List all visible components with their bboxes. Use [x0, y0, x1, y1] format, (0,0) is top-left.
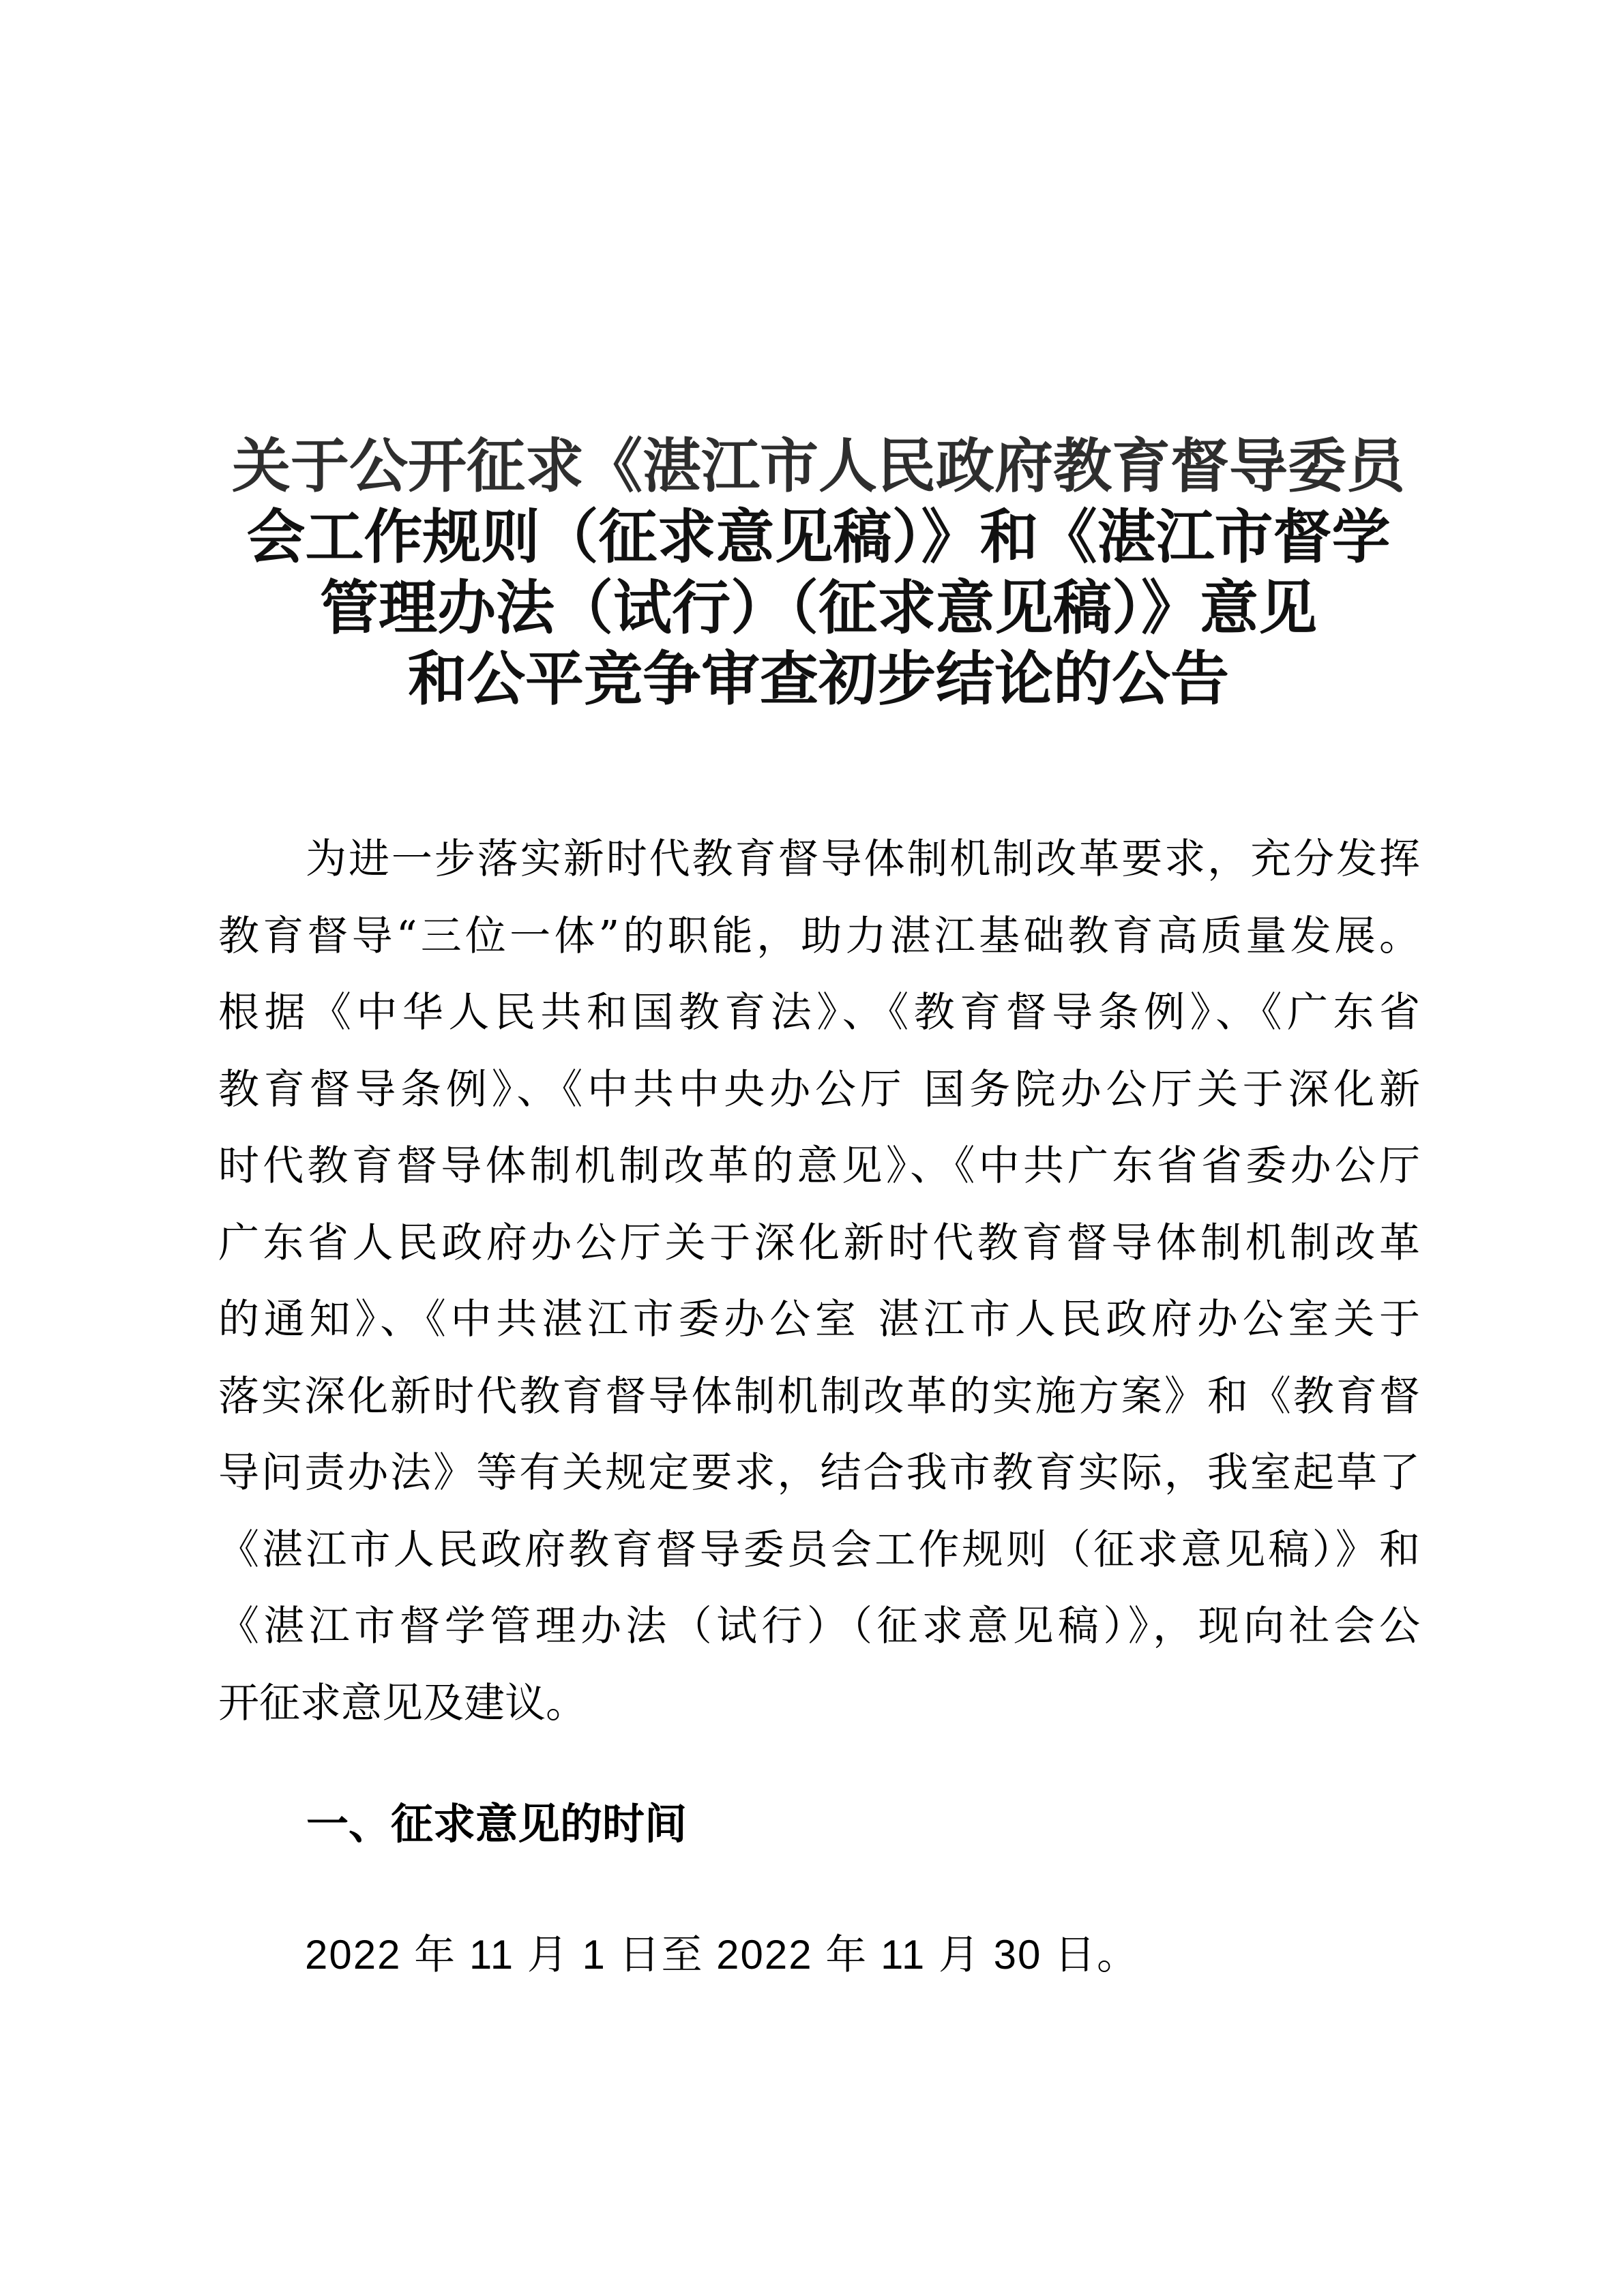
- paragraph-line: 为进一步落实新时代教育督导体制机制改革要求，充分发挥: [306, 835, 1420, 883]
- paragraph-line: 的通知》、《中共湛江市委办公室 湛江市人民政府办公室关于: [218, 1296, 1420, 1343]
- title-line-3: 管理办法（试行）（征求意见稿）》意见: [320, 573, 1317, 642]
- document-title: [205, 431, 1432, 715]
- paragraph-line: 时代教育督导体制机制改革的意见》、《中共广东省省委办公厅: [218, 1142, 1420, 1190]
- paragraph-line: 开征求意见及建议。: [218, 1679, 587, 1727]
- section-heading: 一、征求意见的时间: [306, 1799, 688, 1849]
- paragraph-line: 教育督导条例》、《中共中央办公厅 国务院办公厅关于深化新: [218, 1065, 1420, 1114]
- intro-paragraph: [218, 821, 1420, 1742]
- title-line-1: 关于公开征求《湛江市人民政府教育督导委员: [232, 432, 1405, 501]
- title-line-2: 会工作规则（征求意见稿）》和《湛江市督学: [246, 503, 1391, 571]
- paragraph-line: 根据《中华人民共和国教育法》、《教育督导条例》、《广东省: [218, 989, 1420, 1037]
- paragraph-line: 导问责办法》等有关规定要求，结合我市教育实际，我室起草了: [218, 1449, 1420, 1497]
- paragraph-line: 《湛江市督学管理办法（试行）（征求意见稿）》，现向社会公: [218, 1602, 1420, 1650]
- paragraph-line: 广东省人民政府办公厅关于深化新时代教育督导体制机制改革: [218, 1219, 1420, 1267]
- consultation-period: 2022 年 11 月 1 日至 2022 年 11 月 30 日。: [305, 1932, 1139, 1978]
- paragraph-line: 教育督导“三位一体”的职能，助力湛江基础教育高质量发展。: [218, 912, 1420, 960]
- paragraph-line: 《湛江市人民政府教育督导委员会工作规则（征求意见稿）》和: [218, 1525, 1420, 1574]
- title-line-4: 和公平竞争审查初步结论的公告: [408, 644, 1229, 713]
- paragraph-line: 落实深化新时代教育督导体制机制改革的实施方案》和《教育督: [218, 1372, 1420, 1420]
